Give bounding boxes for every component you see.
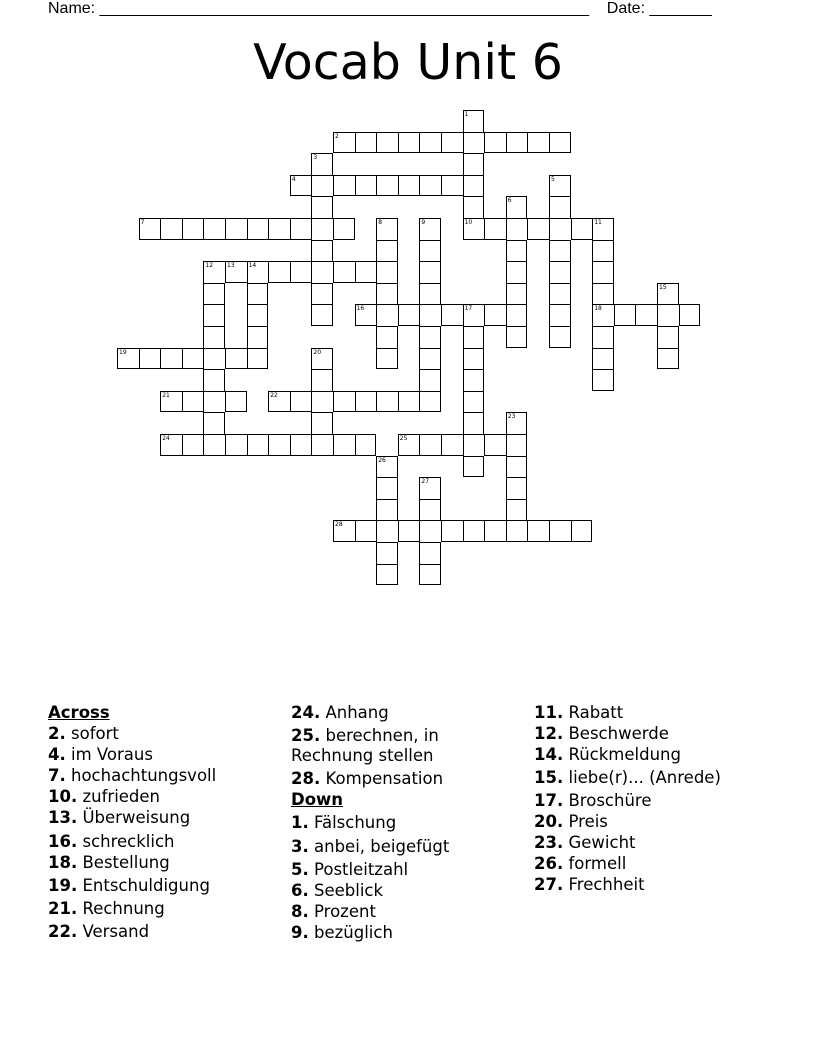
crossword-cell[interactable] bbox=[139, 218, 161, 240]
crossword-cell[interactable] bbox=[203, 283, 225, 305]
clue-number: 26 bbox=[378, 456, 386, 464]
crossword-cell[interactable] bbox=[311, 218, 333, 240]
crossword-cell[interactable] bbox=[376, 218, 398, 240]
crossword-cell[interactable] bbox=[463, 412, 485, 434]
clue-number: 13 bbox=[227, 262, 235, 270]
clue-number: 23 bbox=[507, 413, 516, 421]
clue-across-2: 2. sofort bbox=[48, 724, 119, 743]
clue-number: 4 bbox=[291, 175, 296, 183]
crossword-cell[interactable] bbox=[527, 218, 549, 240]
crossword-cell[interactable] bbox=[506, 520, 528, 542]
crossword-cell[interactable] bbox=[355, 261, 377, 283]
crossword-cell[interactable] bbox=[376, 348, 398, 370]
crossword-cell[interactable] bbox=[225, 434, 247, 456]
crossword-cell[interactable] bbox=[441, 434, 463, 456]
crossword-cell[interactable] bbox=[203, 304, 225, 326]
crossword-cell[interactable] bbox=[225, 348, 247, 370]
clue-down-23: 23. Gewicht bbox=[534, 833, 636, 852]
down-heading: Down bbox=[291, 790, 344, 809]
crossword-cell[interactable] bbox=[225, 261, 247, 283]
clue-across-7: 7. hochachtungsvoll bbox=[48, 766, 217, 785]
crossword-cell[interactable] bbox=[117, 348, 139, 370]
clue-number: 12 bbox=[205, 262, 214, 270]
clue-number: 1 bbox=[464, 111, 469, 118]
crossword-cell[interactable] bbox=[290, 434, 312, 456]
crossword-cell[interactable] bbox=[441, 175, 463, 197]
crossword-cell[interactable] bbox=[506, 304, 528, 326]
clue-down-3: 3. anbei, beigefügt bbox=[291, 837, 450, 856]
crossword-cell[interactable] bbox=[549, 196, 571, 218]
clue-number: 10 bbox=[464, 219, 473, 226]
crossword-cell[interactable] bbox=[419, 240, 441, 262]
crossword-cell[interactable] bbox=[506, 283, 528, 305]
clue-down-1: 1. Fälschung bbox=[291, 813, 397, 832]
crossword-cell[interactable] bbox=[355, 434, 377, 456]
clue-down-8: 8. Prozent bbox=[291, 902, 376, 921]
crossword-cell[interactable] bbox=[203, 369, 225, 391]
crossword-cell[interactable] bbox=[160, 348, 182, 370]
crossword-cell[interactable] bbox=[376, 499, 398, 521]
crossword-cell[interactable] bbox=[657, 348, 679, 370]
crossword-cell[interactable] bbox=[419, 304, 441, 326]
crossword-cell[interactable] bbox=[506, 499, 528, 521]
crossword-cell[interactable] bbox=[484, 434, 506, 456]
crossword-cell[interactable] bbox=[247, 261, 269, 283]
crossword-cell[interactable] bbox=[247, 304, 269, 326]
crossword-cell[interactable] bbox=[463, 348, 485, 370]
crossword-cell[interactable] bbox=[657, 283, 679, 305]
crossword-cell[interactable] bbox=[376, 564, 398, 586]
crossword-cell[interactable] bbox=[506, 412, 528, 434]
name-line[interactable]: _______________________________________________________ bbox=[99, 0, 589, 17]
crossword-cell[interactable] bbox=[463, 456, 485, 478]
crossword-cell[interactable] bbox=[506, 261, 528, 283]
crossword-cell[interactable] bbox=[376, 283, 398, 305]
clue-number: 25 bbox=[399, 435, 408, 442]
crossword-cell[interactable] bbox=[268, 218, 290, 240]
across-heading: Across bbox=[48, 703, 110, 722]
crossword-cell[interactable] bbox=[203, 218, 225, 240]
crossword-cell[interactable] bbox=[139, 348, 161, 370]
crossword-cell[interactable] bbox=[290, 391, 312, 413]
clue-number: 6 bbox=[507, 197, 512, 205]
crossword-cell[interactable] bbox=[247, 283, 269, 305]
clue-column-2 bbox=[291, 703, 526, 944]
clue-down-27: 27. Frechheit bbox=[534, 875, 645, 894]
crossword-cell[interactable] bbox=[333, 218, 355, 240]
crossword-cell[interactable] bbox=[247, 434, 269, 456]
crossword-cell[interactable] bbox=[506, 132, 528, 154]
crossword-cell[interactable] bbox=[160, 218, 182, 240]
crossword-cell[interactable] bbox=[419, 326, 441, 348]
crossword-cell[interactable] bbox=[592, 218, 614, 240]
crossword-cell[interactable] bbox=[441, 132, 463, 154]
crossword-cell[interactable] bbox=[506, 477, 528, 499]
crossword-cell[interactable] bbox=[355, 175, 377, 197]
crossword-cell[interactable] bbox=[419, 261, 441, 283]
crossword-cell[interactable] bbox=[463, 304, 485, 326]
crossword-cell[interactable] bbox=[398, 434, 420, 456]
crossword-cell[interactable] bbox=[203, 434, 225, 456]
crossword-cell[interactable] bbox=[463, 153, 485, 175]
crossword-cell[interactable] bbox=[333, 132, 355, 154]
crossword-cell[interactable] bbox=[376, 175, 398, 197]
crossword-cell[interactable] bbox=[592, 348, 614, 370]
crossword-cell[interactable] bbox=[376, 391, 398, 413]
crossword-cell[interactable] bbox=[333, 261, 355, 283]
crossword-cell[interactable] bbox=[311, 348, 333, 370]
crossword-cell[interactable] bbox=[376, 477, 398, 499]
page-title: Vocab Unit 6 bbox=[253, 34, 563, 91]
clue-down-20: 20. Preis bbox=[534, 812, 608, 831]
crossword-cell[interactable] bbox=[419, 348, 441, 370]
clue-number: 17 bbox=[464, 305, 473, 313]
crossword-cell[interactable] bbox=[463, 196, 485, 218]
clue-down-17: 17. Broschüre bbox=[534, 791, 652, 810]
crossword-cell[interactable] bbox=[506, 240, 528, 262]
crossword-cell[interactable] bbox=[376, 326, 398, 348]
clue-column-1 bbox=[48, 703, 283, 943]
crossword-cell[interactable] bbox=[484, 520, 506, 542]
crossword-cell[interactable] bbox=[247, 326, 269, 348]
date-line[interactable]: _______ bbox=[649, 0, 712, 17]
crossword-cell[interactable] bbox=[398, 520, 420, 542]
crossword-cell[interactable] bbox=[311, 175, 333, 197]
clue-number: 7 bbox=[140, 219, 145, 226]
clue-down-11: 11. Rabatt bbox=[534, 703, 624, 722]
crossword-cell[interactable] bbox=[549, 283, 571, 305]
crossword-cell[interactable] bbox=[592, 283, 614, 305]
crossword-cell[interactable] bbox=[333, 391, 355, 413]
crossword-cell[interactable] bbox=[463, 110, 485, 132]
crossword-cell[interactable] bbox=[376, 456, 398, 478]
clue-number: 21 bbox=[162, 391, 170, 399]
clue-number: 3 bbox=[313, 154, 318, 162]
crossword-cell[interactable] bbox=[657, 326, 679, 348]
crossword-cell[interactable] bbox=[203, 326, 225, 348]
date-label: Date: bbox=[606, 0, 646, 17]
crossword-cell[interactable] bbox=[527, 520, 549, 542]
name-label: Name: bbox=[48, 0, 96, 17]
crossword-cell[interactable] bbox=[290, 261, 312, 283]
clue-across-18: 18. Bestellung bbox=[48, 853, 170, 872]
crossword-cell[interactable] bbox=[225, 391, 247, 413]
crossword-cell[interactable] bbox=[182, 391, 204, 413]
clue-number: 2 bbox=[335, 132, 339, 140]
clue-number: 18 bbox=[594, 305, 602, 313]
crossword-cell[interactable] bbox=[311, 153, 333, 175]
clue-across-4: 4. im Voraus bbox=[48, 745, 153, 764]
crossword-cell[interactable] bbox=[333, 434, 355, 456]
crossword-cell[interactable] bbox=[463, 520, 485, 542]
crossword-cell[interactable] bbox=[203, 412, 225, 434]
clue-number: 8 bbox=[378, 219, 383, 226]
clue-number: 11 bbox=[594, 219, 602, 226]
clue-number: 28 bbox=[335, 521, 343, 529]
clue-down-26: 26. formell bbox=[534, 854, 627, 873]
clue-number: 5 bbox=[551, 175, 555, 183]
clue-number: 16 bbox=[356, 305, 365, 313]
crossword-cell[interactable] bbox=[311, 369, 333, 391]
clue-across-21: 21. Rechnung bbox=[48, 899, 165, 918]
crossword-cell[interactable] bbox=[419, 132, 441, 154]
crossword-cell[interactable] bbox=[549, 520, 571, 542]
crossword-cell[interactable] bbox=[441, 304, 463, 326]
crossword-cell[interactable] bbox=[484, 132, 506, 154]
crossword-cell[interactable] bbox=[419, 369, 441, 391]
crossword-cell[interactable] bbox=[549, 132, 571, 154]
crossword-cell[interactable] bbox=[268, 434, 290, 456]
crossword-cell[interactable] bbox=[635, 304, 657, 326]
clue-number: 19 bbox=[119, 348, 127, 356]
crossword-cell[interactable] bbox=[398, 175, 420, 197]
crossword-cell[interactable] bbox=[182, 348, 204, 370]
crossword-cell[interactable] bbox=[592, 369, 614, 391]
crossword-cell[interactable] bbox=[376, 520, 398, 542]
crossword-cell[interactable] bbox=[160, 434, 182, 456]
clue-across-19: 19. Entschuldigung bbox=[48, 876, 210, 895]
crossword-cell[interactable] bbox=[376, 542, 398, 564]
crossword-cell[interactable] bbox=[463, 132, 485, 154]
clue-down-15: 15. liebe(r)... (Anrede) bbox=[534, 768, 721, 787]
crossword-cell[interactable] bbox=[419, 391, 441, 413]
clue-number: 15 bbox=[659, 283, 667, 291]
crossword-cell[interactable] bbox=[160, 391, 182, 413]
crossword-cell[interactable] bbox=[311, 196, 333, 218]
crossword-cell[interactable] bbox=[549, 240, 571, 262]
clue-across-13: 13. Überweisung bbox=[48, 808, 191, 827]
crossword-cell[interactable] bbox=[506, 326, 528, 348]
crossword-cell[interactable] bbox=[376, 261, 398, 283]
crossword-cell[interactable] bbox=[419, 499, 441, 521]
crossword-cell[interactable] bbox=[290, 175, 312, 197]
crossword-cell[interactable] bbox=[419, 218, 441, 240]
crossword-cell[interactable] bbox=[419, 520, 441, 542]
crossword-cell[interactable] bbox=[311, 240, 333, 262]
crossword-cell[interactable] bbox=[549, 326, 571, 348]
crossword-cell[interactable] bbox=[398, 304, 420, 326]
crossword-cell[interactable] bbox=[419, 564, 441, 586]
crossword-cell[interactable] bbox=[419, 477, 441, 499]
crossword-cell[interactable] bbox=[182, 218, 204, 240]
crossword-cell[interactable] bbox=[376, 132, 398, 154]
clue-down-14: 14. Rückmeldung bbox=[534, 745, 681, 764]
clue-across-16: 16. schrecklich bbox=[48, 832, 175, 851]
crossword-cell[interactable] bbox=[506, 456, 528, 478]
crossword-cell[interactable] bbox=[614, 304, 636, 326]
crossword-cell[interactable] bbox=[506, 434, 528, 456]
crossword-cell[interactable] bbox=[355, 304, 377, 326]
crossword-cell[interactable] bbox=[549, 304, 571, 326]
clue-down-12: 12. Beschwerde bbox=[534, 724, 669, 743]
crossword-cell[interactable] bbox=[592, 261, 614, 283]
crossword-cell[interactable] bbox=[355, 391, 377, 413]
clue-across-22: 22. Versand bbox=[48, 922, 150, 941]
crossword-cell[interactable] bbox=[268, 391, 290, 413]
clue-column-3 bbox=[534, 703, 769, 896]
crossword-cell[interactable] bbox=[182, 434, 204, 456]
crossword-cell[interactable] bbox=[463, 391, 485, 413]
clue-down-5: 5. Postleitzahl bbox=[291, 860, 409, 879]
clue-across-24: 24. Anhang bbox=[291, 703, 389, 722]
crossword-cell[interactable] bbox=[463, 434, 485, 456]
crossword-cell[interactable] bbox=[679, 304, 701, 326]
crossword-cell[interactable] bbox=[376, 240, 398, 262]
crossword-cell[interactable] bbox=[592, 304, 614, 326]
crossword-cell[interactable] bbox=[463, 326, 485, 348]
crossword-cell[interactable] bbox=[571, 218, 593, 240]
crossword-cell[interactable] bbox=[484, 304, 506, 326]
clue-down-9: 9. bezüglich bbox=[291, 923, 393, 942]
crossword-cell[interactable] bbox=[203, 261, 225, 283]
clue-number: 22 bbox=[270, 391, 278, 399]
crossword-cell[interactable] bbox=[311, 412, 333, 434]
clue-number: 9 bbox=[421, 219, 426, 226]
clue-number: 27 bbox=[421, 478, 430, 486]
crossword-cell[interactable] bbox=[311, 304, 333, 326]
clue-number: 20 bbox=[313, 348, 322, 356]
crossword-cell[interactable] bbox=[203, 348, 225, 370]
crossword-cell[interactable] bbox=[592, 326, 614, 348]
crossword-cell[interactable] bbox=[463, 218, 485, 240]
clue-across-28: 28. Kompensation bbox=[291, 769, 444, 788]
crossword-cell[interactable] bbox=[311, 391, 333, 413]
crossword-cell[interactable] bbox=[311, 434, 333, 456]
crossword-cell[interactable] bbox=[355, 132, 377, 154]
crossword-cell[interactable] bbox=[549, 218, 571, 240]
crossword-cell[interactable] bbox=[592, 240, 614, 262]
crossword-cell[interactable] bbox=[657, 304, 679, 326]
header-fields bbox=[48, 0, 768, 20]
crossword-cell[interactable] bbox=[527, 132, 549, 154]
crossword-cell[interactable] bbox=[355, 520, 377, 542]
crossword-cell[interactable] bbox=[419, 542, 441, 564]
clue-across-25: 25. berechnen, in Rechnung stellen bbox=[291, 726, 439, 765]
crossword-cell[interactable] bbox=[203, 391, 225, 413]
crossword-cell[interactable] bbox=[247, 348, 269, 370]
crossword-cell[interactable] bbox=[419, 283, 441, 305]
clue-across-10: 10. zufrieden bbox=[48, 787, 161, 806]
crossword-cell[interactable] bbox=[398, 391, 420, 413]
crossword-cell[interactable] bbox=[419, 434, 441, 456]
clue-number: 24 bbox=[162, 435, 170, 442]
crossword-cell[interactable] bbox=[484, 218, 506, 240]
crossword-cell[interactable] bbox=[268, 261, 290, 283]
crossword-cell[interactable] bbox=[441, 520, 463, 542]
crossword-cell[interactable] bbox=[398, 132, 420, 154]
clue-number: 14 bbox=[248, 262, 257, 270]
crossword-cell[interactable] bbox=[419, 175, 441, 197]
crossword-cell[interactable] bbox=[225, 218, 247, 240]
crossword-cell[interactable] bbox=[290, 218, 312, 240]
crossword-cell[interactable] bbox=[311, 283, 333, 305]
crossword-cell[interactable] bbox=[333, 175, 355, 197]
crossword-cell[interactable] bbox=[549, 261, 571, 283]
crossword-cell[interactable] bbox=[506, 196, 528, 218]
crossword-cell[interactable] bbox=[333, 520, 355, 542]
clue-down-6: 6. Seeblick bbox=[291, 881, 384, 900]
crossword-cell[interactable] bbox=[506, 218, 528, 240]
crossword-cell[interactable] bbox=[463, 175, 485, 197]
crossword-cell[interactable] bbox=[376, 304, 398, 326]
crossword-cell[interactable] bbox=[247, 218, 269, 240]
crossword-cell[interactable] bbox=[463, 369, 485, 391]
crossword-cell[interactable] bbox=[571, 520, 593, 542]
crossword-cell[interactable] bbox=[311, 261, 333, 283]
crossword-cell[interactable] bbox=[549, 175, 571, 197]
